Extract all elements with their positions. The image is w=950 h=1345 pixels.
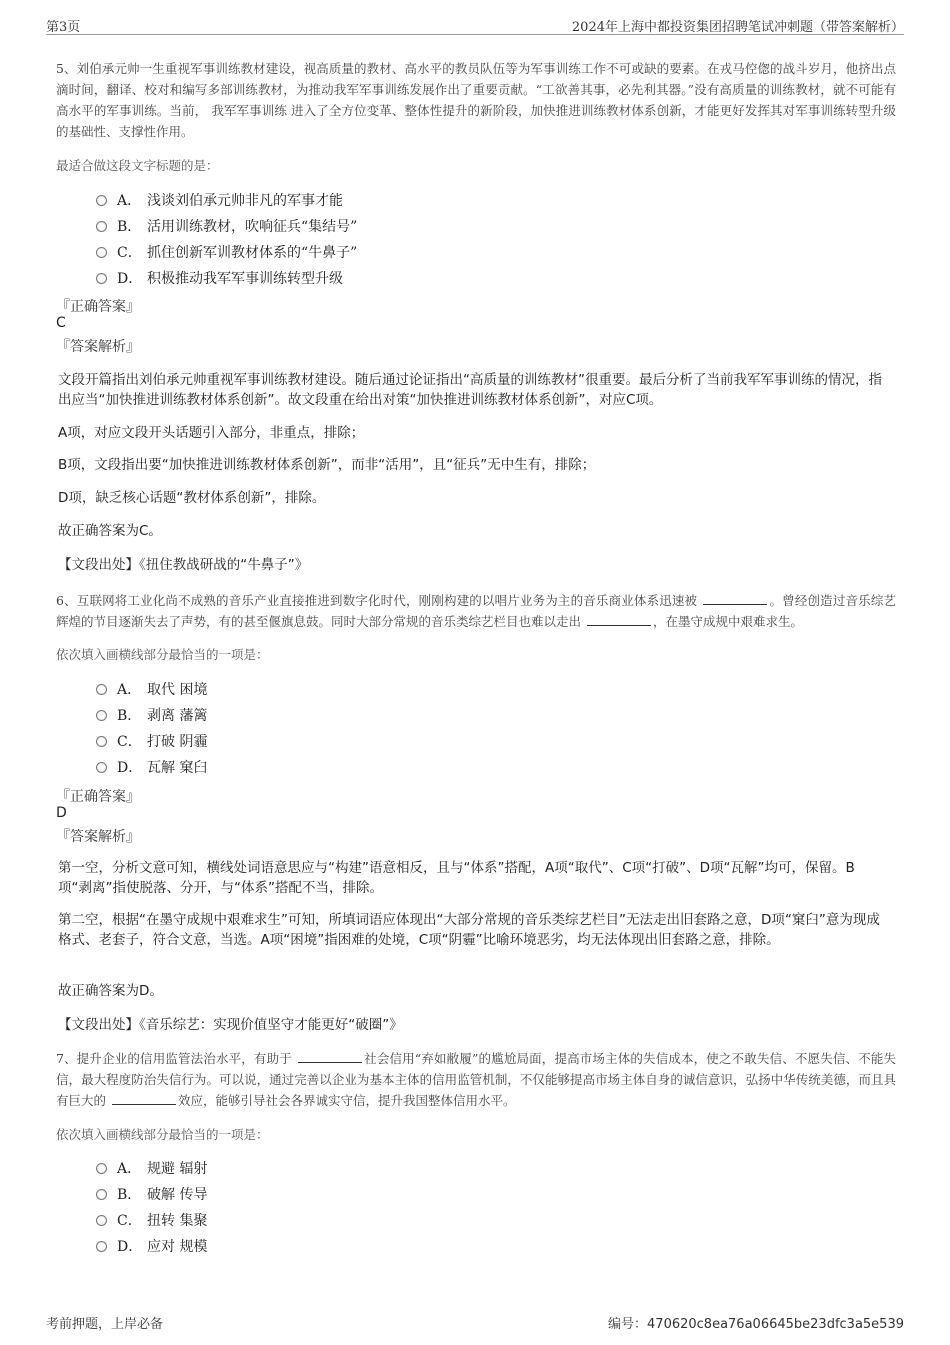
radio-button[interactable] — [96, 736, 107, 747]
radio-button[interactable] — [96, 1215, 107, 1226]
radio-button[interactable] — [96, 247, 107, 258]
option-text: 瓦解 窠臼 — [147, 760, 208, 776]
question-text-part: 6、互联网将工业化尚不成熟的音乐产业直接推进到数字化时代，刚刚构建的以唱片业务为主的音乐商业体系迅速被 — [56, 593, 702, 608]
question-6-text — [56, 590, 896, 632]
option-text: 规避 辐射 — [147, 1161, 208, 1177]
option-letter: D． — [117, 760, 143, 776]
document-title: 2024年上海中都投资集团招聘笔试冲刺题（带答案解析） — [571, 20, 904, 35]
option-text: 破解 传导 — [147, 1187, 208, 1203]
radio-button[interactable] — [96, 1189, 107, 1200]
option-b[interactable] — [96, 1181, 207, 1207]
option-a[interactable] — [96, 187, 357, 213]
answer-label: 『正确答案』 — [56, 299, 140, 315]
document-serial-number: 编号：470620c8ea76a06645be23dfc3a5e539 — [608, 1317, 904, 1332]
question-5-options — [96, 187, 357, 291]
option-letter: B． — [117, 1187, 142, 1203]
source-citation: 【文段出处】《音乐综艺：实现价值坚守才能更好“破圈”》 — [58, 1017, 403, 1033]
question-5-text: 5、刘伯承元帅一生重视军事训练教材建设，视高质量的教材、高水平的教员队伍等为军事训练工作不可或缺的要素。在戎马倥偬的战斗岁月，他挤出点滴时间，翻译、校对和编写多部训练教材，为推动我军军事训练发展作出了重要贡献。“工欲善其事，必先利其器。”没有高质量的训练教材，就不可能有高水平的军事训练。当前， 我军军事训练 进入了全方位变革、整体性提升的新阶段，加快推进训练教材体系创新，才能更好发挥其对军事训练转型升级的基础性、支撑性作用。 — [56, 61, 896, 139]
option-letter: D． — [117, 1239, 143, 1255]
option-letter: C． — [117, 734, 142, 750]
option-d[interactable] — [96, 1233, 207, 1259]
analysis-paragraph: 第一空，分析文意可知，横线处词语意思应与“构建”语意相反，且与“体系”搭配，A项“取代”、C项“打破”、D项“瓦解”均可，保留。B项“剥离”指使脱落、分开，与“体系”搭配不当，排除。 — [58, 860, 855, 896]
option-text: 积极推动我军军事训练转型升级 — [147, 271, 343, 287]
option-text: 应对 规模 — [147, 1239, 208, 1255]
option-b[interactable] — [96, 213, 357, 239]
option-letter: A． — [117, 193, 142, 209]
question-text-part: ，在墨守成规中艰难求生。 — [652, 614, 803, 629]
radio-button[interactable] — [96, 195, 107, 206]
option-text: 剥离 藩篱 — [147, 708, 208, 724]
option-b[interactable] — [96, 702, 207, 728]
fill-blank — [298, 1050, 362, 1063]
page-number: 第3页 — [46, 20, 81, 35]
radio-button[interactable] — [96, 762, 107, 773]
radio-button[interactable] — [96, 1163, 107, 1174]
answer-value: D — [56, 805, 67, 821]
fill-blank — [587, 613, 651, 626]
fill-blank — [703, 592, 767, 605]
question-7-options — [96, 1155, 207, 1259]
option-text: 抓住创新军训教材体系的“牛鼻子” — [147, 245, 358, 261]
question-7-text — [56, 1048, 896, 1111]
option-letter: B． — [117, 708, 142, 724]
option-letter: A． — [117, 1161, 142, 1177]
fill-blank — [112, 1092, 176, 1105]
option-text: 扭转 集聚 — [147, 1213, 208, 1229]
option-text: 取代 困境 — [147, 682, 208, 698]
answer-label: 『正确答案』 — [56, 789, 140, 805]
option-c[interactable] — [96, 239, 357, 265]
radio-button[interactable] — [96, 221, 107, 232]
question-5-prompt: 最适合做这段文字标题的是： — [56, 158, 219, 173]
footer-slogan: 考前押题，上岸必备 — [46, 1317, 164, 1332]
question-text-part: 社会信用“弃如敝履”的尴尬局面，提高市场主体的失信成本，使之不敢失信、不愿失信、不能失信，最大程度防治失信行为。可以说，通过完善以企业为基本主体的信用监管机制，不仅能够提高市场主体自身的诚信意识，弘扬中华传统美德，而且具有巨大的 — [56, 1051, 896, 1108]
option-letter: B． — [117, 219, 142, 235]
analysis-paragraph: A项，对应文段开头话题引入部分，非重点，排除； — [58, 425, 365, 441]
question-6-prompt: 依次填入画横线部分最恰当的一项是： — [56, 647, 269, 662]
analysis-paragraph: 故正确答案为C。 — [58, 523, 162, 539]
answer-value: C — [56, 315, 66, 331]
option-letter: A． — [117, 682, 142, 698]
option-c[interactable] — [96, 728, 207, 754]
page-header — [46, 14, 904, 35]
question-6-options — [96, 676, 207, 780]
option-text: 活用训练教材，吹响征兵“集结号” — [147, 219, 358, 235]
option-a[interactable] — [96, 676, 207, 702]
radio-button[interactable] — [96, 684, 107, 695]
question-text-part: 7、提升企业的信用监管法治水平，有助于 — [56, 1051, 297, 1066]
option-a[interactable] — [96, 1155, 207, 1181]
analysis-paragraph: D项，缺乏核心话题“教材体系创新”，排除。 — [58, 490, 326, 506]
option-c[interactable] — [96, 1207, 207, 1233]
option-d[interactable] — [96, 754, 207, 780]
radio-button[interactable] — [96, 1241, 107, 1252]
radio-button[interactable] — [96, 710, 107, 721]
page-footer — [46, 1313, 904, 1333]
option-text: 浅谈刘伯承元帅非凡的军事才能 — [147, 193, 343, 209]
option-letter: C． — [117, 1213, 142, 1229]
option-letter: C． — [117, 245, 142, 261]
option-letter: D． — [117, 271, 143, 287]
radio-button[interactable] — [96, 273, 107, 284]
analysis-label: 『答案解析』 — [56, 339, 140, 355]
analysis-paragraph: 文段开篇指出刘伯承元帅重视军事训练教材建设。随后通过论证指出“高质量的训练教材”很重要。最后分析了当前我军军事训练的情况，指出应当“加快推进训练教材体系创新”。故文段重在给出对策“加快推进训练教材体系创新”，对应C项。 — [58, 372, 882, 408]
analysis-paragraph: B项，文段指出要“加快推进训练教材体系创新”，而非“活用”，且“征兵”无中生有，排除； — [58, 457, 596, 473]
question-text-part: 。曾经创造过音乐综艺辉煌的节目逐渐失去了声势，有的甚至偃旗息鼓。同时大部分常规的音乐类综艺栏目也难以走出 — [56, 593, 896, 629]
option-text: 打破 阴霾 — [147, 734, 208, 750]
analysis-paragraph: 第二空，根据“在墨守成规中艰难求生”可知，所填词语应体现出“大部分常规的音乐类综艺栏目”无法走出旧套路之意，D项“窠臼”意为现成格式、老套子，符合文意，当选。A项“困境”指困难的处境，C项“阴霾”比喻环境恶劣，均无法体现出旧套路之意，排除。 — [58, 912, 880, 948]
source-citation: 【文段出处】《扭住教战研战的“牛鼻子”》 — [58, 557, 309, 573]
analysis-paragraph: 故正确答案为D。 — [58, 983, 163, 999]
question-7-prompt: 依次填入画横线部分最恰当的一项是： — [56, 1127, 269, 1142]
question-text-part: 效应，能够引导社会各界诚实守信，提升我国整体信用水平。 — [177, 1093, 516, 1108]
analysis-label: 『答案解析』 — [56, 829, 140, 845]
option-d[interactable] — [96, 265, 357, 291]
